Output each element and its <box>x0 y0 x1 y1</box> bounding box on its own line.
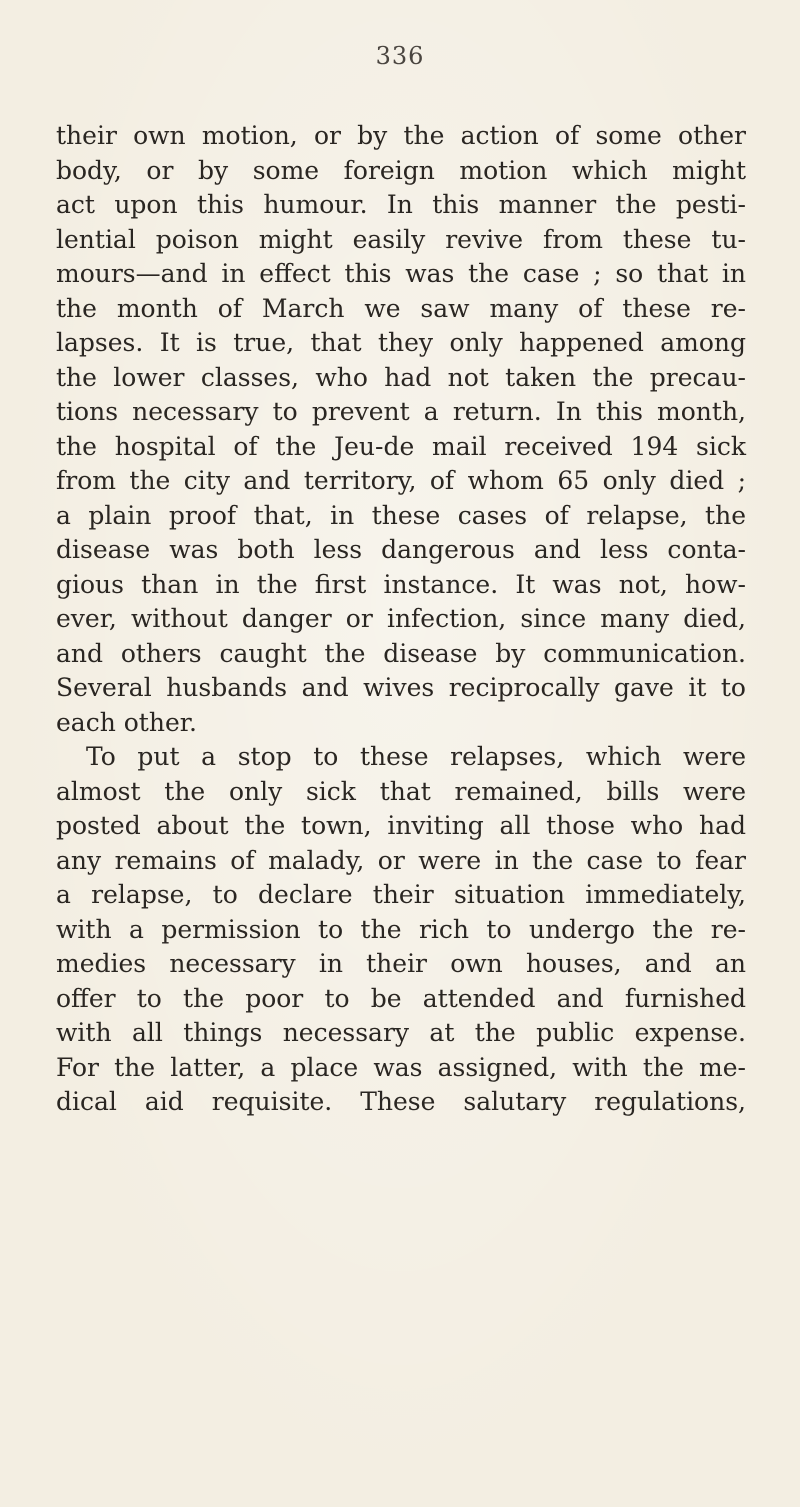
text-line: a relapse, to declare their situation immediately, <box>56 880 746 909</box>
text-line: the month of March we saw many of these re- <box>56 293 746 323</box>
text-line: posted about the town, inviting all those who had <box>56 811 746 840</box>
text-line: with all things necessary at the public expense. <box>56 1018 746 1047</box>
text-line: the lower classes, who had not taken the precau- <box>56 362 746 392</box>
text-line: almost the only sick that remained, bills were <box>56 776 746 806</box>
text-line: Several husbands and wives reciprocally gave it to <box>56 673 746 702</box>
page-number: 336 <box>375 42 425 70</box>
text-line: body, or by some foreign motion which might <box>56 155 746 185</box>
text-line: For the latter, a place was assigned, with the me- <box>56 1052 746 1082</box>
text-line: disease was both less dangerous and less conta- <box>56 535 746 564</box>
text-line: a plain proof that, in these cases of relapse, the <box>56 500 746 530</box>
text-line: their own motion, or by the action of some other <box>56 121 746 150</box>
text-line: the hospital of the Jeu-de mail received 194 sick <box>56 431 746 461</box>
text-line: and others caught the disease by communication. <box>56 638 746 668</box>
text-line: dical aid requisite. These salutary regulations, <box>56 1087 746 1116</box>
text-line: act upon this humour. In this manner the pesti- <box>56 190 746 219</box>
text-line: gious than in the first instance. It was not, how- <box>56 569 746 599</box>
text-line: mours—and in effect this was the case ; so that in <box>56 259 746 288</box>
text-line: offer to the poor to be attended and furnished <box>56 983 746 1013</box>
text-line: ever, without danger or infection, since many died, <box>56 604 746 633</box>
text-line: tions necessary to prevent a return. In this month, <box>56 397 746 426</box>
text-line: lential poison might easily revive from these tu- <box>56 224 746 254</box>
text-line: To put a stop to these relapses, which were <box>86 742 746 771</box>
text-line: with a permission to the rich to undergo the re- <box>56 914 746 944</box>
text-line: lapses. It is true, that they only happened among <box>56 328 746 357</box>
text-line: any remains of malady, or were in the case to fear <box>56 845 746 875</box>
text-line: from the city and territory, of whom 65 only died ; <box>56 466 746 495</box>
text-line: each other. <box>56 707 197 737</box>
text-line: medies necessary in their own houses, and an <box>56 949 746 978</box>
body-text <box>56 119 746 1120</box>
